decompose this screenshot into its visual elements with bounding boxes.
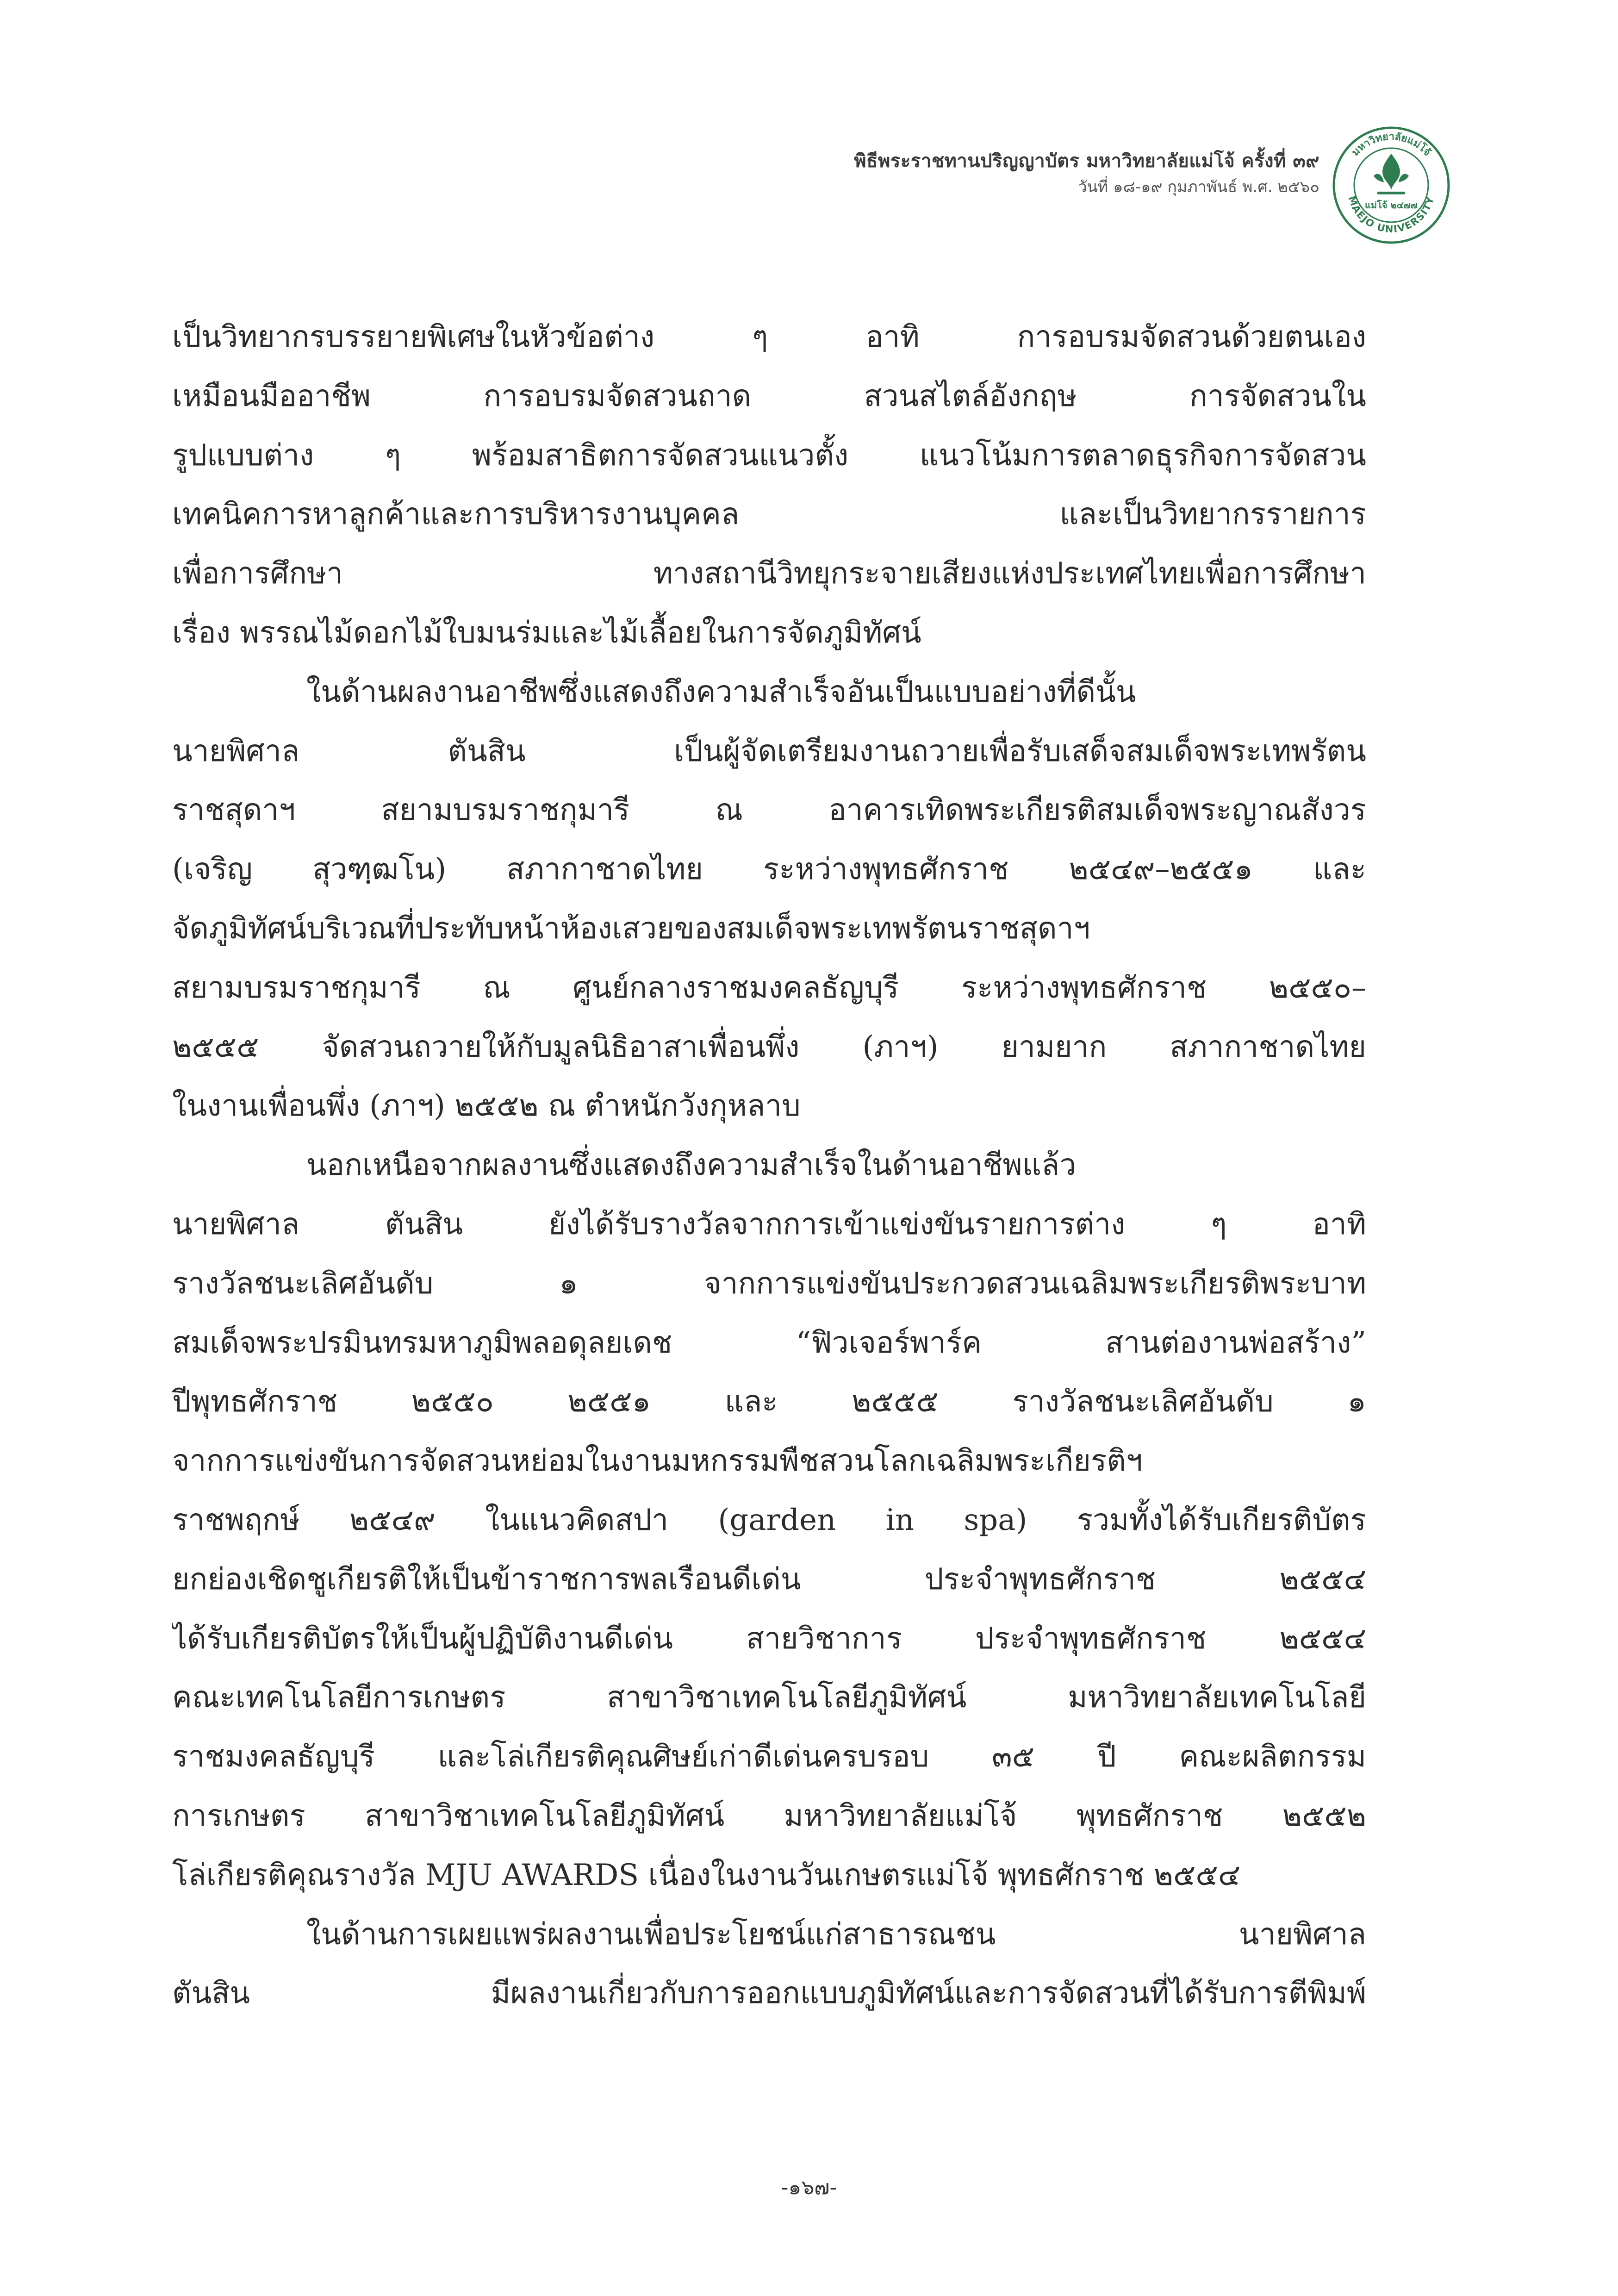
body-line: ได้รับเกียรติบัตรให้เป็นผู้ปฏิบัติงานดีเด่น สายวิชาการ ประจำพุทธศักราช ๒๕๕๔ [172,1621,1366,1656]
seal-emblem [1374,154,1409,194]
body-line: ในงานเพื่อนพึ่ง (ภาฯ) ๒๕๕๒ ณ ตำหนักวังกุหลาบ [172,1089,801,1123]
body-line: ราชสุดาฯ สยามบรมราชกุมารี ณ อาคารเทิดพระเกียรติสมเด็จพระญาณสังวร [172,793,1366,828]
body-line: คณะเทคโนโลยีการเกษตร สาขาวิชาเทคโนโลยีภูมิทัศน์ มหาวิทยาลัยเทคโนโลยี [172,1680,1366,1715]
body-line: ตันสิน มีผลงานเกี่ยวกับการออกแบบภูมิทัศน์และการจัดสวนที่ได้รับการตีพิมพ์ [172,1976,1366,2011]
university-seal-logo [1331,125,1451,245]
body-line: ราชพฤกษ์ ๒๕๔๙ ในแนวคิดสปา (garden in spa) รวมทั้งได้รับเกียรติบัตร [172,1503,1366,1537]
body-line: สมเด็จพระปรมินทรมหาภูมิพลอดุลยเดช “ฟิวเจอร์พาร์ค สานต่องานพ่อสร้าง” [172,1325,1366,1360]
page-number: -๑๖๗- [781,2176,837,2199]
body-line: รางวัลชนะเลิศอันดับ ๑ จากการแข่งขันประกวดสวนเฉลิมพระเกียรติพระบาท [172,1266,1366,1301]
body-line: เทคนิคการหาลูกค้าและการบริหารงานบุคคล และเป็นวิทยากรรายการ [172,497,1366,532]
body-line: เรื่อง พรรณไม้ดอกไม้ใบมนร่มและไม้เลื้อยในการจัดภูมิทัศน์ [172,615,921,650]
body-line: รูปแบบต่าง ๆ พร้อมสาธิตการจัดสวนแนวตั้ง แนวโน้มการตลาดธุรกิจการจัดสวน [172,438,1366,473]
body-text [172,308,1366,2023]
paragraph-start: ในด้านการเผยแพร่ผลงานเพื่อประโยชน์แก่สาธารณชน นายพิศาล [306,1917,1366,1952]
body-line: นายพิศาล ตันสิน ยังได้รับรางวัลจากการเข้าแข่งขันรายการต่าง ๆ อาทิ [172,1207,1366,1242]
seal-bottom-text: MAEJO UNIVERSITY [1346,194,1437,235]
body-line: จัดภูมิทัศน์บริเวณที่ประทับหน้าห้องเสวยของสมเด็จพระเทพรัตนราชสุดาฯ [172,911,1090,946]
body-line: เป็นวิทยากรบรรยายพิเศษในหัวข้อต่าง ๆ อาทิ การอบรมจัดสวนด้วยตนเอง [172,320,1366,354]
seal-top-text: มหาวิทยาลัยแม่โจ้ [1350,131,1433,158]
body-line: ยกย่องเชิดชูเกียรติให้เป็นข้าราชการพลเรือนดีเด่น ประจำพุทธศักราช ๒๕๕๔ [172,1562,1366,1597]
body-line: (เจริญ สุวฑฺฒโน) สภากาชาดไทย ระหว่างพุทธศักราช ๒๕๔๙–๒๕๕๑ และ [172,852,1366,887]
body-line: การเกษตร สาขาวิชาเทคโนโลยีภูมิทัศน์ มหาวิทยาลัยแม่โจ้ พุทธศักราช ๒๕๕๒ [172,1798,1366,1833]
body-line: เหมือนมืออาชีพ การอบรมจัดสวนถาด สวนสไตล์อังกฤษ การจัดสวนใน [172,379,1366,413]
body-line: ปีพุทธศักราช ๒๕๕๐ ๒๕๕๑ และ ๒๕๕๕ รางวัลชนะเลิศอันดับ ๑ [172,1385,1366,1419]
body-line: โล่เกียรติคุณรางวัล MJU AWARDS เนื่องในงานวันเกษตรแม่โจ้ พุทธศักราช ๒๕๕๔ [172,1858,1241,1892]
body-line: สยามบรมราชกุมารี ณ ศูนย์กลางราชมงคลธัญบุรี ระหว่างพุทธศักราช ๒๕๕๐– [172,970,1366,1005]
page-header [854,147,1319,199]
body-line: จากการแข่งขันการจัดสวนหย่อมในงานมหกรรมพืชสวนโลกเฉลิมพระเกียรติฯ [172,1444,1143,1479]
body-line: เพื่อการศึกษา ทางสถานีวิทยุกระจายเสียงแห่งประเทศไทยเพื่อการศึกษา [172,556,1366,591]
header-title: พิธีพระราชทานปริญญาบัตร มหาวิทยาลัยแม่โจ้ ครั้งที่ ๓๙ [854,150,1319,172]
header-date: วันที่ ๑๘-๑๙ กุมภาพันธ์ พ.ศ. ๒๕๖๐ [1078,178,1319,196]
body-line: นายพิศาล ตันสิน เป็นผู้จัดเตรียมงานถวายเพื่อรับเสด็จสมเด็จพระเทพรัตน [172,734,1366,768]
paragraph-start: ในด้านผลงานอาชีพซึ่งแสดงถึงความสำเร็จอันเป็นแบบอย่างที่ดีนั้น [306,674,1136,709]
body-line: ๒๕๕๕ จัดสวนถวายให้กับมูลนิธิอาสาเพื่อนพึ่ง (ภาฯ) ยามยาก สภากาชาดไทย [172,1029,1366,1064]
body-line: ราชมงคลธัญบุรี และโล่เกียรติคุณศิษย์เก่าดีเด่นครบรอบ ๓๕ ปี คณะผลิตกรรม [172,1740,1366,1774]
paragraph-start: นอกเหนือจากผลงานซึ่งแสดงถึงความสำเร็จในด้านอาชีพแล้ว [306,1148,1077,1183]
seal-center-text: แม่โจ้ ๒๔๗๗ [1365,200,1418,211]
